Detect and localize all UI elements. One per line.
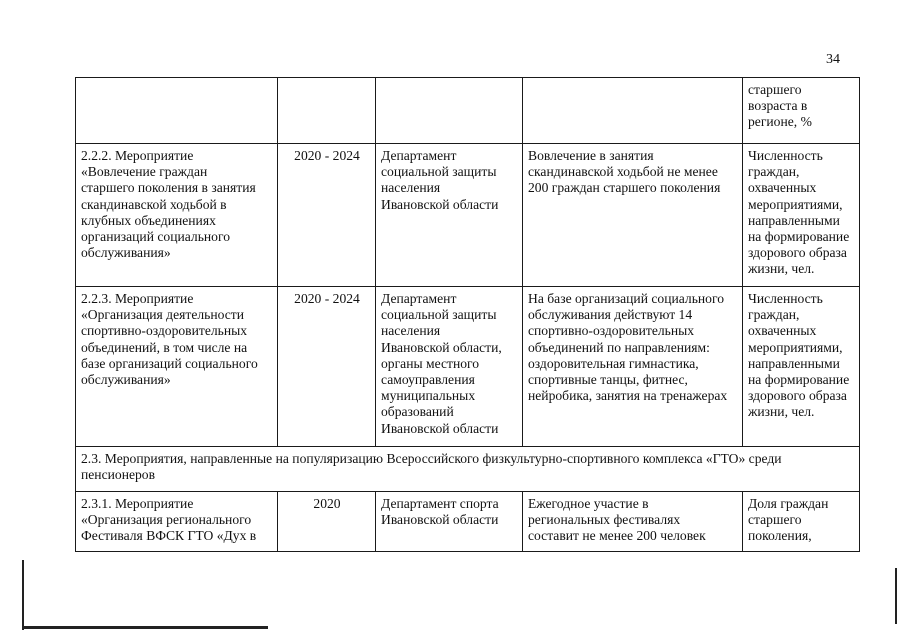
scan-edge-left: [22, 560, 24, 630]
years-cell: [278, 78, 376, 144]
indicator-cell: Доля граждан старшего поколения,: [743, 492, 860, 552]
executor-cell: [376, 78, 523, 144]
years-cell: 2020: [278, 492, 376, 552]
table-row: [76, 287, 860, 447]
years-cell: 2020 - 2024: [278, 287, 376, 447]
event-cell: 2.2.3. Мероприятие «Организация деятельности спортивно-оздоровительных объединений, в том числе на базе организаций социального обслуживания»: [76, 287, 278, 447]
executor-cell: Департамент спорта Ивановской области: [376, 492, 523, 552]
executor-cell: Департамент социальной защиты населения Ивановской области: [376, 144, 523, 287]
scan-edge-bottom: [22, 626, 268, 629]
table-row: [76, 144, 860, 287]
section-row: [76, 447, 860, 492]
table-row-continuation: [76, 78, 860, 144]
result-cell: Ежегодное участие в региональных фестивалях составит не менее 200 человек: [523, 492, 743, 552]
table-row: [76, 492, 860, 552]
section-heading: 2.3. Мероприятия, направленные на популяризацию Всероссийского физкультурно-спортивного комплекса «ГТО» среди пенсионеров: [76, 447, 860, 492]
indicator-cell: старшего возраста в регионе, %: [743, 78, 860, 144]
event-cell: 2.3.1. Мероприятие «Организация регионального Фестиваля ВФСК ГТО «Дух в: [76, 492, 278, 552]
event-cell: 2.2.2. Мероприятие «Вовлечение граждан старшего поколения в занятия скандинавской ходьбой в клубных объединениях организаций социального обслуживания»: [76, 144, 278, 287]
result-cell: На базе организаций социального обслуживания действуют 14 спортивно-оздоровительных объединений по направлениям: оздоровительная гимнастика, спортивные танцы, фитнес, нейробика, занятия на тренажерах: [523, 287, 743, 447]
scan-edge-right: [895, 568, 897, 624]
indicator-cell: Численность граждан, охваченных мероприятиями, направленными на формирование здорового образа жизни, чел.: [743, 287, 860, 447]
indicator-cell: Численность граждан, охваченных мероприятиями, направленными на формирование здорового образа жизни, чел.: [743, 144, 860, 287]
executor-cell: Департамент социальной защиты населения Ивановской области, органы местного самоуправления муниципальных образований Ивановской области: [376, 287, 523, 447]
result-cell: Вовлечение в занятия скандинавской ходьбой не менее 200 граждан старшего поколения: [523, 144, 743, 287]
event-cell: [76, 78, 278, 144]
result-cell: [523, 78, 743, 144]
years-cell: 2020 - 2024: [278, 144, 376, 287]
events-table: [75, 77, 860, 552]
page-number: 34: [826, 52, 840, 67]
